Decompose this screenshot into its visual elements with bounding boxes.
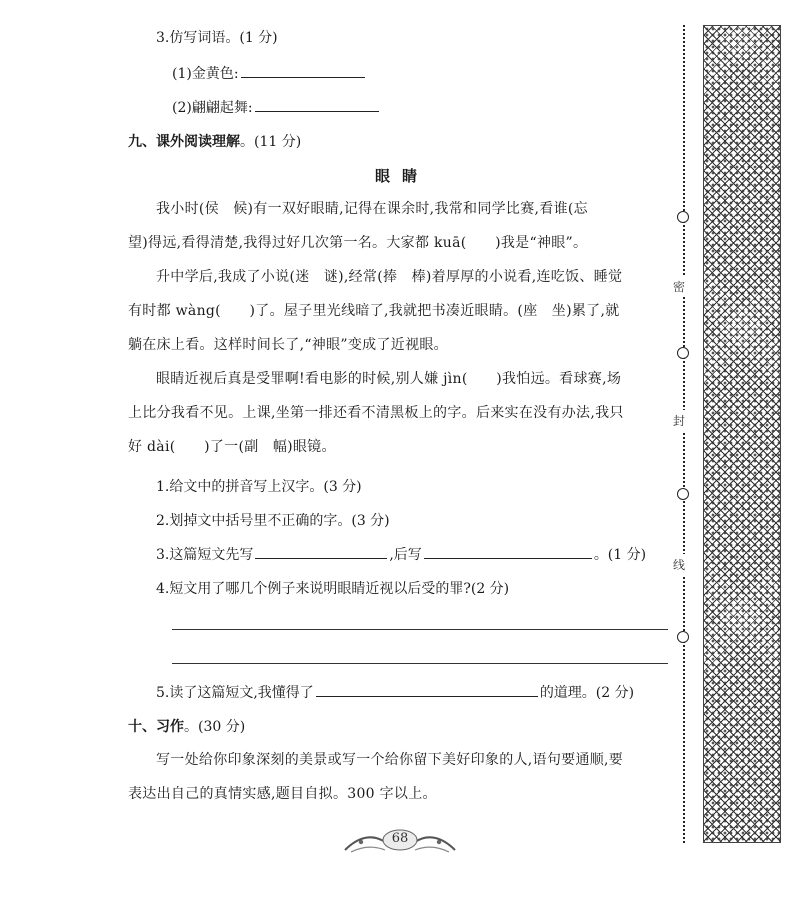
question-9-2: 2.划掉文中括号里不正确的字。(3 分) bbox=[156, 513, 390, 529]
passage-line: 好 dài( )了一(副 幅)眼镜。 bbox=[128, 439, 336, 455]
margin-label-xian: 线 bbox=[673, 554, 685, 575]
q3-text-a: 3.这篇短文先写 bbox=[156, 547, 254, 563]
passage-line: 有时都 wàng( )了。屋子里光线暗了,我就把书凑近眼睛。(座 坐)累了,就 bbox=[128, 303, 620, 319]
passage-line: 望)得远,看得清楚,我得过好几次第一名。大家都 kuā( )我是“神眼”。 bbox=[128, 235, 588, 251]
margin-label-mi: 密 bbox=[673, 276, 685, 297]
passage-line: 眼睛近视后真是受罪啊!看电影的时候,别人嫌 jìn( )我怕远。看球赛,场 bbox=[156, 371, 622, 387]
section-10-title: 十、习作 bbox=[128, 719, 184, 735]
answer-line-1[interactable] bbox=[172, 629, 668, 630]
question-9-4: 4.短文用了哪几个例子来说明眼睛近视以后受的罪?(2 分) bbox=[156, 581, 510, 597]
binding-hole-icon bbox=[677, 211, 689, 223]
section-9-heading bbox=[128, 131, 301, 151]
answer-blank[interactable] bbox=[255, 97, 379, 112]
decorative-pattern-strip bbox=[703, 25, 781, 843]
prompt-line: 写一处给你印象深刻的美景或写一个给你留下美好印象的人,语句要通顺,要 bbox=[156, 752, 624, 768]
passage-paragraph-1 bbox=[128, 192, 668, 260]
item-1-label: (1)金黄色: bbox=[172, 66, 239, 82]
answer-line-2[interactable] bbox=[172, 663, 668, 664]
binding-hole-icon bbox=[677, 631, 689, 643]
question-3-item-1 bbox=[172, 63, 367, 83]
passage-paragraph-3 bbox=[128, 362, 668, 464]
writing-prompt bbox=[128, 743, 668, 811]
q3-text-b: ,后写 bbox=[389, 547, 422, 563]
passage-line: 躺在床上看。这样时间长了,“神眼”变成了近视眼。 bbox=[128, 337, 448, 353]
section-10-heading bbox=[128, 716, 245, 736]
q5-text-b: 的道理。(2 分) bbox=[539, 685, 635, 701]
passage-line: 我小时(侯 候)有一双好眼睛,记得在课余时,我常和同学比赛,看谁(忘 bbox=[156, 201, 588, 217]
question-9-5 bbox=[156, 682, 634, 702]
page-number-ornament bbox=[341, 820, 459, 860]
answer-blank[interactable] bbox=[241, 63, 365, 78]
passage-line: 上比分我看不见。上课,坐第一排还看不清黑板上的字。后来实在没有办法,我只 bbox=[128, 405, 624, 421]
prompt-line: 表达出自己的真情实感,题目自拟。300 字以上。 bbox=[128, 786, 437, 802]
passage-line: 升中学后,我成了小说(迷 谜),经常(捧 棒)着厚厚的小说看,连吃饭、睡觉 bbox=[156, 269, 623, 285]
section-10-score: 。(30 分) bbox=[184, 719, 246, 735]
page-number: 68 bbox=[391, 831, 409, 846]
section-9-title: 九、课外阅读理解 bbox=[128, 134, 240, 150]
answer-blank-then[interactable] bbox=[424, 544, 592, 559]
margin-label-feng: 封 bbox=[673, 410, 685, 431]
passage-paragraph-2 bbox=[128, 260, 668, 362]
section-9-score: 。(11 分) bbox=[240, 134, 302, 150]
passage-title: 眼睛 bbox=[375, 167, 430, 185]
seal-dotted-line bbox=[683, 25, 685, 843]
question-3-item-2 bbox=[172, 97, 381, 117]
question-9-1: 1.给文中的拼音写上汉字。(3 分) bbox=[156, 479, 362, 495]
binding-hole-icon bbox=[677, 488, 689, 500]
question-3-heading: 3.仿写词语。(1 分) bbox=[156, 30, 278, 46]
answer-blank-first[interactable] bbox=[255, 544, 387, 559]
binding-hole-icon bbox=[677, 347, 689, 359]
q5-text-a: 5.读了这篇短文,我懂得了 bbox=[156, 685, 314, 701]
q3-text-c: 。(1 分) bbox=[593, 547, 647, 563]
question-9-3 bbox=[156, 544, 646, 564]
answer-blank-lesson[interactable] bbox=[316, 682, 538, 697]
item-2-label: (2)翩翩起舞: bbox=[172, 100, 253, 116]
